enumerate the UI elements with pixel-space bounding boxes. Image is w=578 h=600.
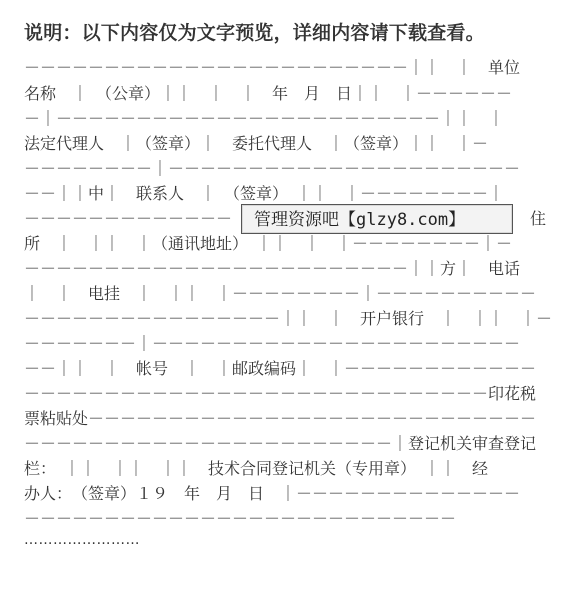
text-line: －－－－－－－｜－－－－－－－－－－－－－－－－－－－－－－－ (24, 334, 521, 353)
watermark-site: glzy8.com (356, 210, 449, 230)
text-line-fragment: 住 (530, 209, 547, 228)
text-line: 票粘贴处－－－－－－－－－－－－－－－－－－－－－－－－－－－－ (24, 409, 537, 428)
watermark-label: 管理资源吧 (254, 210, 339, 230)
text-line: －－－－－－－－－－－－－－－－－－－－－－－－｜｜ ｜ 单位 (24, 58, 521, 77)
text-line: －－－－－－－－－－－－－－－－－－－－－－－｜登记机关审查登记 (24, 434, 537, 453)
text-line: －－－－－－－－－－－－－ (24, 209, 233, 228)
text-line: －－－－－－－－｜－－－－－－－－－－－－－－－－－－－－－－ (24, 159, 521, 178)
text-line: 所 ｜ ｜｜ ｜（通讯地址） ｜｜ ｜ ｜－－－－－－－－｜－ (24, 234, 513, 253)
text-line: －－－－－－－－－－－－－－－－－－－－－－－－｜｜方｜ 电话 (24, 259, 521, 278)
text-line: 法定代理人 ｜（签章）｜ 委托代理人 ｜（签章）｜｜ ｜－ (24, 134, 489, 153)
text-line: －－｜｜ ｜ 帐号 ｜ ｜邮政编码｜ ｜－－－－－－－－－－－－ (24, 359, 537, 378)
watermark-bracket-close: 】 (448, 210, 466, 230)
text-line: －－－－－－－－－－－－－－－－－－－－－－－－－－－－－印花税 (24, 384, 537, 403)
text-line: 栏： ｜｜ ｜｜ ｜｜ 技术合同登记机关（专用章） ｜｜ 经 (24, 459, 489, 478)
watermark-bracket-open: 【 (339, 210, 356, 230)
text-line: －｜－－－－－－－－－－－－－－－－－－－－－－－－｜｜ ｜ (24, 109, 505, 128)
text-line: －－｜｜中｜ 联系人 ｜ （签章） ｜｜ ｜－－－－－－－－｜ (24, 184, 505, 203)
text-line: 名称 ｜ （公章）｜｜ ｜ ｜ 年 月 日｜｜ ｜－－－－－－ (24, 84, 513, 103)
ellipsis-dots: …………………… (24, 532, 140, 548)
preview-notice: 说明：以下内容仅为文字预览，详细内容请下载查看。 (24, 22, 485, 44)
text-line: －－－－－－－－－－－－－－－－｜｜ ｜ 开户银行 ｜ ｜｜ ｜－ (24, 309, 553, 328)
text-line: 办人： （签章）１９ 年 月 日 ｜－－－－－－－－－－－－－－ (24, 484, 521, 503)
text-line: ｜ ｜ 电挂 ｜ ｜｜ ｜－－－－－－－－｜－－－－－－－－－－ (24, 284, 537, 303)
text-line: －－－－－－－－－－－－－－－－－－－－－－－－－－－ (24, 509, 457, 528)
site-watermark (241, 204, 513, 234)
